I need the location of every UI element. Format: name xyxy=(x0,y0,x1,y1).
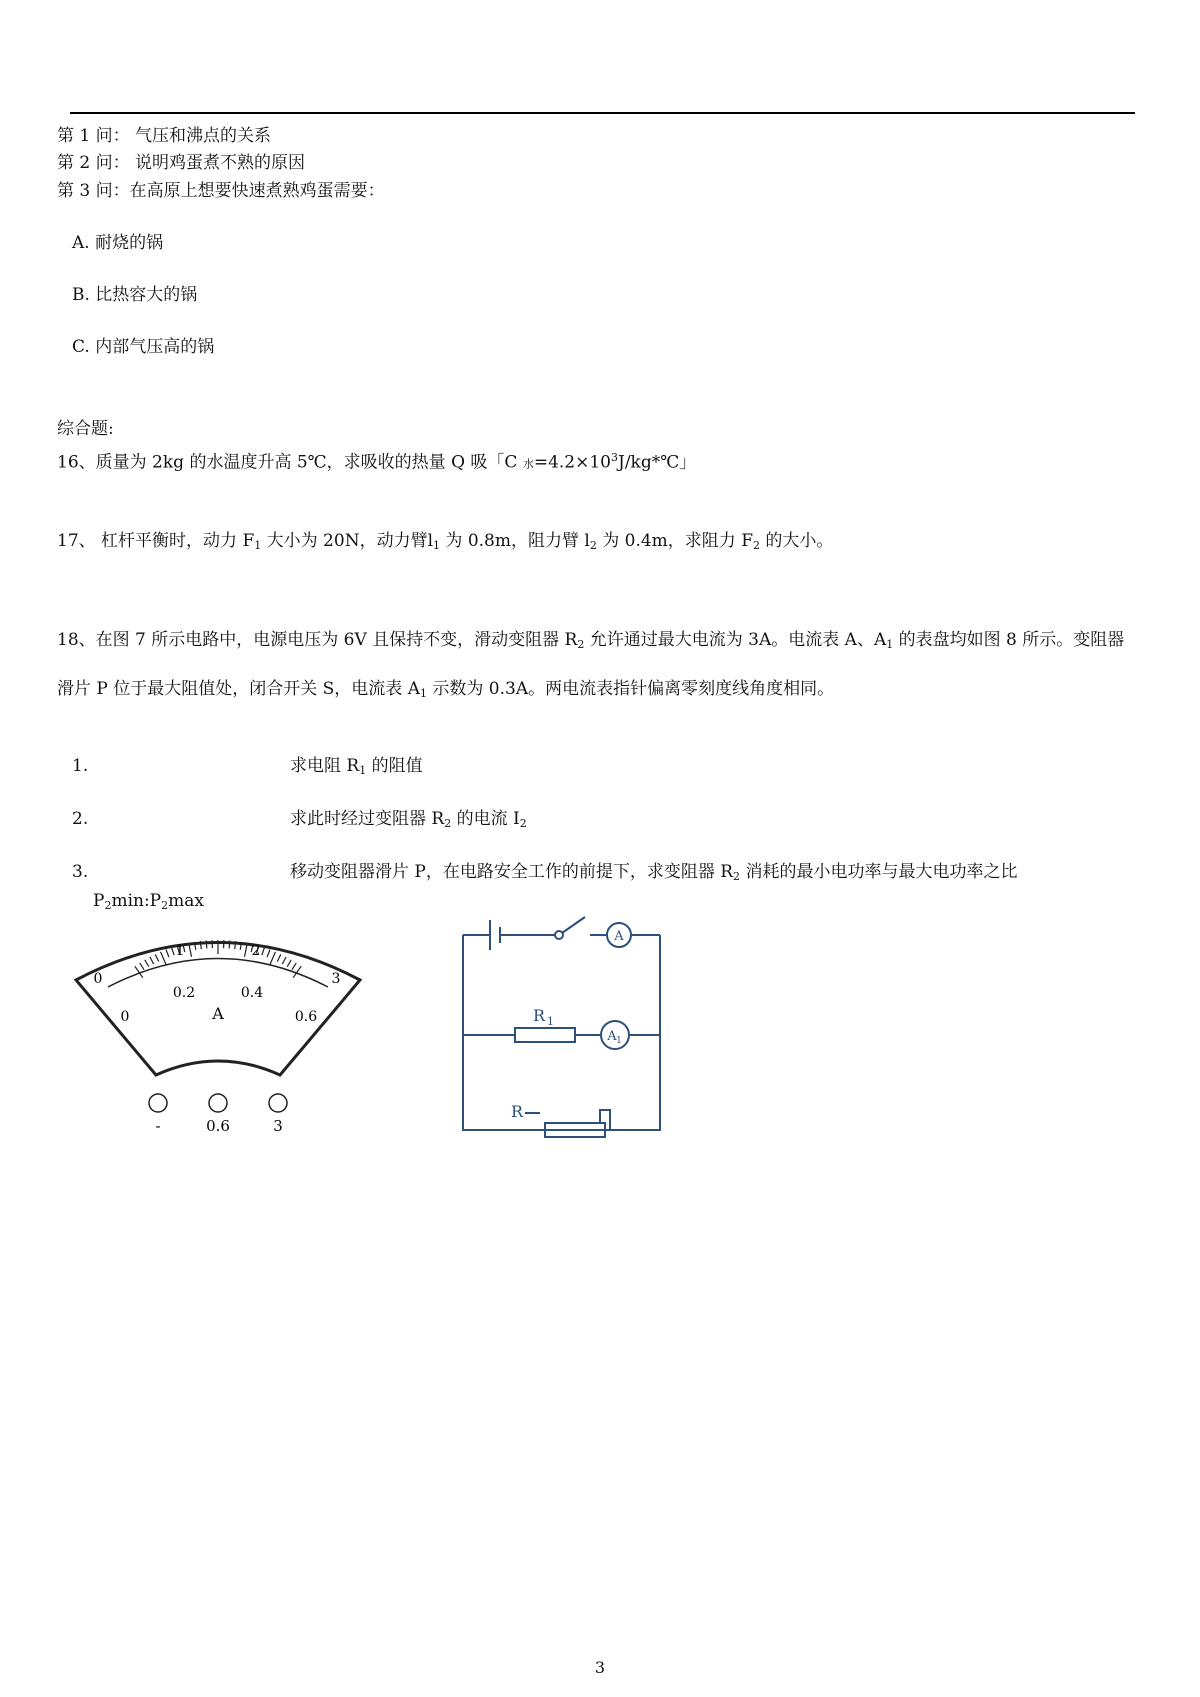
page-number: 3 xyxy=(594,1658,606,1677)
upper-tick-label: 0 xyxy=(93,971,103,987)
question-1: 第 1 问： 气压和沸点的关系 xyxy=(57,126,272,146)
terminal-negative xyxy=(149,1094,167,1112)
unit-label: A xyxy=(212,1004,224,1023)
ammeter-a-label: A xyxy=(614,929,624,944)
upper-tick-label: 3 xyxy=(331,971,341,987)
lower-tick-label: 0.6 xyxy=(294,1009,318,1025)
dial-tick xyxy=(206,940,207,948)
ammeter-a1-label: A xyxy=(607,1029,617,1044)
problem-16: 16、质量为 2kg 的水温度升高 5℃，求吸收的热量 Q 吸「C 水$=4.2\times 10^3J/kg*℃$」 xyxy=(57,451,697,473)
sub-question-number: 3. xyxy=(72,862,89,882)
terminal-label: - xyxy=(155,1117,161,1135)
resistor-r1-subscript: 1 xyxy=(547,1015,554,1028)
section-heading: 综合题: xyxy=(57,419,114,439)
lower-tick-label: 0 xyxy=(120,1009,130,1025)
option-a: A. 耐烧的锅 xyxy=(72,233,164,253)
upper-tick-label: 1 xyxy=(175,943,185,959)
question-2: 第 2 问： 说明鸡蛋煮不熟的原因 xyxy=(57,153,306,173)
sub-question-3: 移动变阻器滑片 P，在电路安全工作的前提下，求变阻器 $R_2$ 消耗的最小电功率与最大电功率之比 xyxy=(290,862,1018,883)
option-c: C. 内部气压高的锅 xyxy=(72,337,215,357)
lower-tick-label: 0.4 xyxy=(240,985,264,1001)
resistor-r1-symbol xyxy=(515,1028,575,1042)
sub-question-2: 求此时经过变阻器 $R_2$ 的电流 $I_2$ xyxy=(290,809,527,830)
terminal-label: 0.6 xyxy=(206,1117,230,1135)
outer-wire xyxy=(463,935,660,1130)
lower-tick-label: 0.2 xyxy=(172,985,196,1001)
problem-18: 18、在图 7 所示电路中，电源电压为 6V 且保持不变，滑动变阻器 $R_2$ 允许通过最大电流为 3A。电流表 A、$A_1$ 的表盘均如图 8 所示。变阻器滑片 P 位于最大阻值处，闭合开关 S，电流表 $A_1$ 示数为 0.3A。两电流表指针偏离零刻度线角度相同。 xyxy=(57,630,1125,700)
sub-question-1: 求电阻 $R_1$ 的阻值 xyxy=(290,756,423,777)
terminal-0-6 xyxy=(209,1094,227,1112)
circuit-diagram-figure xyxy=(455,905,685,1145)
power-ratio: $P_2\min:P_2\max$ xyxy=(93,891,204,912)
dial-tick xyxy=(229,940,230,948)
terminal-3 xyxy=(269,1094,287,1112)
resistor-r1-label: R xyxy=(533,1006,546,1025)
ammeter-dial-figure xyxy=(68,935,368,1135)
rheostat-r2-label: R xyxy=(511,1102,524,1121)
ammeter-a1-subscript: 1 xyxy=(616,1036,622,1046)
sub-question-number: 2. xyxy=(72,809,89,829)
option-b: B. 比热容大的锅 xyxy=(72,285,198,305)
question-3: 第 3 问：在高原上想要快速煮熟鸡蛋需要： xyxy=(57,181,385,201)
header-rule xyxy=(70,112,1135,114)
switch-lever xyxy=(562,917,585,933)
problem-17: 17、 杠杆平衡时，动力 $F_1$ 大小为 20N，动力臂$l_1$ 为 0.8m，阻力臂 $l_2$ 为 0.4m，求阻力 $F_2$ 的大小。 xyxy=(57,531,834,552)
terminal-label: 3 xyxy=(273,1117,283,1135)
sub-question-number: 1. xyxy=(72,756,89,776)
upper-tick-label: 2 xyxy=(251,943,261,959)
